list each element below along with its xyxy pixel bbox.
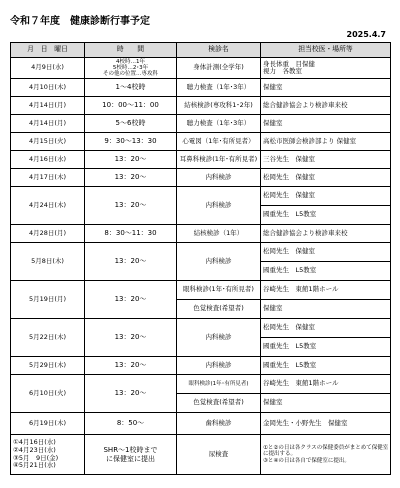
urine-dates xyxy=(11,435,85,475)
row-exam: 聴力検査（1年･3年） xyxy=(177,79,261,97)
row-date: 6月19日(木) xyxy=(11,413,85,435)
table-row xyxy=(11,58,391,79)
table-row xyxy=(11,357,391,375)
row-time: 5～6校時 xyxy=(85,115,177,133)
row-time: 13：20～ xyxy=(85,357,177,375)
row-date: 5月22日(木) xyxy=(11,319,85,357)
issue-date: 2025.4.7 xyxy=(346,30,386,39)
row-date: 4月14日(月) xyxy=(11,115,85,133)
row-time: 8：30～11：30 xyxy=(85,225,177,243)
row-date: 6月10日(火) xyxy=(11,375,85,413)
row-date: 4月16日(水) xyxy=(11,151,85,169)
urine-time: SHR～1校時まで に保健室に提出 xyxy=(85,435,177,475)
row-staff: 総合健診協会より検診車来校 xyxy=(261,225,391,243)
row-exam: 内科検診 xyxy=(177,243,261,281)
table-row xyxy=(11,243,391,262)
row-exam: 眼科検診(1年･有所見者) xyxy=(177,281,261,300)
row-time: 13：20～ xyxy=(85,243,177,281)
row-exam: 内科検診 xyxy=(177,357,261,375)
table-row xyxy=(11,133,391,151)
table-row xyxy=(11,281,391,300)
row-time: 13：20～ xyxy=(85,281,177,319)
row-staff: 保健室 xyxy=(261,394,391,413)
row-exam: 内科検診 xyxy=(177,169,261,187)
row-exam: 内科検診 xyxy=(177,319,261,357)
row-time: 9：30～13：30 xyxy=(85,133,177,151)
row-exam: 結核検診(専攻科1･2年) xyxy=(177,97,261,115)
row-staff: 三谷先生 保健室 xyxy=(261,151,391,169)
row-exam: 身体計測(全学年) xyxy=(177,58,261,79)
row-staff: 國重先生 L5教室 xyxy=(261,338,391,357)
row-time: 8：50～ xyxy=(85,413,177,435)
row-staff: 保健室 xyxy=(261,115,391,133)
table-row xyxy=(11,187,391,206)
row-date: 4月9日(水) xyxy=(11,58,85,79)
row-exam: 耳鼻科検診(1年･有所見者) xyxy=(177,151,261,169)
row-time: 13：20～ xyxy=(85,187,177,225)
row-staff: 保健室 xyxy=(261,79,391,97)
header-exam: 検診名 xyxy=(177,43,261,58)
row-time: 1～4校時 xyxy=(85,79,177,97)
row-staff: 國重先生 L5教室 xyxy=(261,262,391,281)
header-time: 時 間 xyxy=(85,43,177,58)
row-exam: 聴力検査（1年･3年） xyxy=(177,115,261,133)
urine-exam: 尿検査 xyxy=(177,435,261,475)
row-exam: 心電図（1年･有所見者） xyxy=(177,133,261,151)
row-staff: 松岡先生 保健室 xyxy=(261,169,391,187)
table-row xyxy=(11,319,391,338)
urine-date: ②4月23日(水) xyxy=(13,445,56,454)
row-staff: 松岡先生 保健室 xyxy=(261,187,391,206)
row-staff: 身長体重 目保健 視力 各教室 xyxy=(261,58,391,79)
table-row xyxy=(11,115,391,133)
table-row xyxy=(11,169,391,187)
row-staff: 谷崎先生 東館1階ホール xyxy=(261,375,391,394)
table-row xyxy=(11,97,391,115)
row-staff: 松岡先生 保健室 xyxy=(261,319,391,338)
row-staff: 松岡先生 保健室 xyxy=(261,243,391,262)
row-exam: 内科検診 xyxy=(177,187,261,225)
urine-note: ①と②の日は各クラスの保健委員がまとめて保健室に提出する。 ③と④の日は各自で保健室に提出。 xyxy=(261,435,391,475)
row-exam: 色覚検査(希望者) xyxy=(177,394,261,413)
row-time: 10：00～11：00 xyxy=(85,97,177,115)
row-staff: 國重先生 L5教室 xyxy=(261,206,391,225)
row-staff: 金岡先生・小野先生 保健室 xyxy=(261,413,391,435)
row-date: 5月19日(月) xyxy=(11,281,85,319)
row-staff: 総合健診協会より検診車来校 xyxy=(261,97,391,115)
row-time: 4校時…1年 5校時…2･3年 その他の位置…専攻科 xyxy=(85,58,177,79)
urine-date: ③5月 9日(金) xyxy=(13,453,59,462)
row-date: 4月10日(木) xyxy=(11,79,85,97)
table-row xyxy=(11,151,391,169)
row-staff: 保健室 xyxy=(261,300,391,319)
row-exam: 歯科検診 xyxy=(177,413,261,435)
row-date: 4月15日(火) xyxy=(11,133,85,151)
row-date: 4月14日(月) xyxy=(11,97,85,115)
row-date: 5月29日(木) xyxy=(11,357,85,375)
table-row xyxy=(11,79,391,97)
row-time: 13：20～ xyxy=(85,151,177,169)
row-time: 13：20～ xyxy=(85,169,177,187)
row-exam: 色覚検査(希望者) xyxy=(177,300,261,319)
page-title: 令和７年度 健康診断行事予定 xyxy=(10,16,150,27)
row-staff: 國重先生 L5教室 xyxy=(261,357,391,375)
table-row xyxy=(11,375,391,394)
row-date: 4月24日(木) xyxy=(11,187,85,225)
row-staff: 谷崎先生 東館1階ホール xyxy=(261,281,391,300)
table-row xyxy=(11,225,391,243)
row-date: 4月28日(月) xyxy=(11,225,85,243)
row-date: 5月8日(木) xyxy=(11,243,85,281)
table-header-row xyxy=(11,43,391,58)
urine-date: ④5月21日(水) xyxy=(13,461,56,470)
row-time: 13：20～ xyxy=(85,375,177,413)
row-exam: 眼科検診(1年･有所見者) xyxy=(177,375,261,394)
row-time: 13：20～ xyxy=(85,319,177,357)
header-date: 月 日 曜日 xyxy=(11,43,85,58)
table-row xyxy=(11,413,391,435)
schedule-table xyxy=(10,42,391,475)
row-date: 4月17日(木) xyxy=(11,169,85,187)
urine-date: ①4月16日(水) xyxy=(13,437,56,446)
header-staff: 担当校医・場所等 xyxy=(261,43,391,58)
row-staff: 高松市医師会検診部より 保健室 xyxy=(261,133,391,151)
table-row xyxy=(11,435,391,475)
row-exam: 結核検診（1年） xyxy=(177,225,261,243)
